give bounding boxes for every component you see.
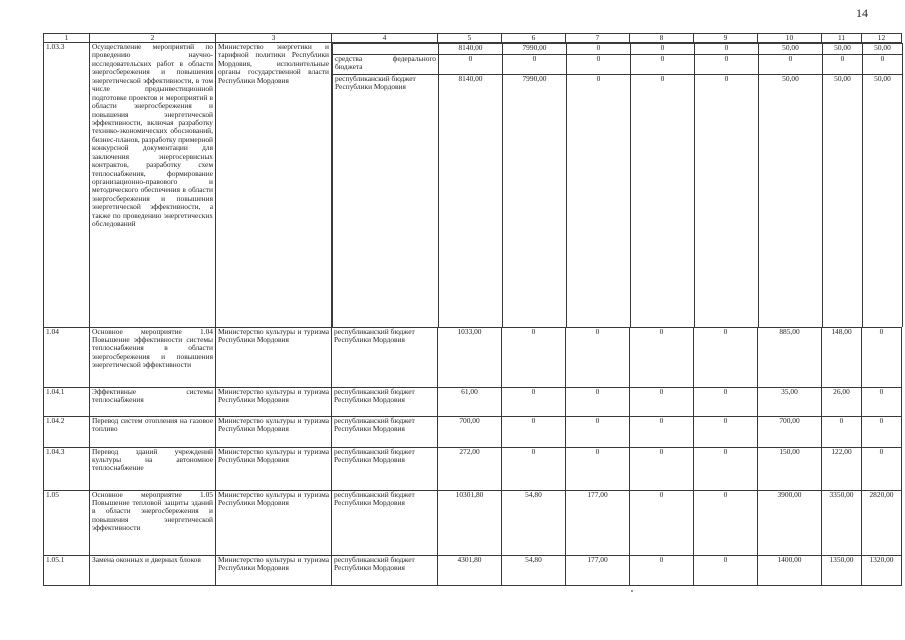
col-header: 1 (44, 34, 90, 43)
measure-name: Эффективные системы теплоснабжения (90, 387, 216, 416)
value-cell: 0 (863, 55, 903, 75)
value-cell: 0 (630, 490, 694, 555)
measure-name: Основное мероприятие 1.05 Повышение тепловой защиты зданий в области энергосбережения и повышения энергетической эффективности (90, 490, 216, 555)
value-cell: 0 (567, 44, 631, 55)
value-cell: 122,00 (822, 447, 862, 490)
col-header: 12 (862, 34, 902, 43)
col-header: 11 (822, 34, 862, 43)
value-cell: 0 (566, 416, 630, 447)
value-cell: 50,00 (759, 75, 823, 327)
funding-row (333, 55, 903, 75)
value-cell: 0 (631, 75, 695, 327)
value-cell: 0 (759, 55, 823, 75)
value-cell: 0 (630, 387, 694, 416)
funding-source: республиканский бюджет Республики Мордовия (332, 490, 438, 555)
page-number: 14 (856, 6, 868, 20)
value-cell: 2820,00 (862, 490, 902, 555)
value-cell: 0 (502, 416, 566, 447)
executor: Министерство культуры и туризма Республики Мордовия (216, 387, 332, 416)
table-row (44, 387, 902, 416)
value-cell: 8140,00 (439, 75, 503, 327)
value-cell: 10301,80 (438, 490, 502, 555)
budget-table (43, 33, 902, 586)
value-cell: 0 (567, 75, 631, 327)
value-cell: 0 (694, 327, 758, 387)
value-cell: 50,00 (863, 44, 903, 55)
value-cell: 7990,00 (503, 75, 567, 327)
col-header: 3 (216, 34, 332, 43)
col-header: 8 (630, 34, 694, 43)
value-cell: 0 (694, 555, 758, 585)
value-cell: 0 (630, 416, 694, 447)
value-cell: 0 (630, 327, 694, 387)
value-cell: 0 (695, 44, 759, 55)
col-header: 7 (566, 34, 630, 43)
row-number: 1.05 (44, 490, 90, 555)
value-cell: 0 (439, 55, 503, 75)
executor: Министерство культуры и туризма Республики Мордовия (216, 447, 332, 490)
measure-name: Осуществление мероприятий по проведению научно-исследовательских работ в области энергосбережения и повышения энергетической эффективности, в том числе предынвестиционной подготовке проектов и мероприятий в области энергосбережения и повышения энергетической эффективности, включая разработку технико-экономических обоснований, бизнес-планов, разработку примерной конкурсной документации для заключения энергосервисных контрактов, разработку схем теплоснабжения, формирование организационно-правового и методического обеспечения в области энергосбережения и повышения энергетической эффективности, а также по проведению энергетических обследований (90, 43, 216, 328)
table-row (44, 490, 902, 555)
value-cell: 0 (862, 416, 902, 447)
table-row (44, 416, 902, 447)
table-row (44, 43, 902, 328)
measure-name: Перевод зданий учреждений культуры на автономное теплоснабжение (90, 447, 216, 490)
executor: Министерство культуры и туризма Республики Мордовия (216, 327, 332, 387)
value-cell: 0 (502, 387, 566, 416)
value-cell: 0 (630, 555, 694, 585)
value-cell: 0 (862, 387, 902, 416)
value-cell: 1033,00 (438, 327, 502, 387)
value-cell: 50,00 (759, 44, 823, 55)
value-cell: 50,00 (823, 44, 863, 55)
row-number: 1.05.1 (44, 555, 90, 585)
value-cell: 0 (862, 447, 902, 490)
value-cell: 0 (502, 327, 566, 387)
value-cell: 54,80 (502, 490, 566, 555)
value-cell: 177,00 (566, 490, 630, 555)
value-cell: 0 (822, 416, 862, 447)
value-cell: 0 (694, 490, 758, 555)
value-cell: 1320,00 (862, 555, 902, 585)
row-number: 1.04 (44, 327, 90, 387)
executor: Министерство культуры и туризма Республики Мордовия (216, 416, 332, 447)
measure-name: Замена оконных и дверных блоков (90, 555, 216, 585)
funding-row (333, 75, 903, 327)
col-header: 6 (502, 34, 566, 43)
value-cell: 0 (694, 447, 758, 490)
row-number: 1.04.2 (44, 416, 90, 447)
value-cell: 35,00 (758, 387, 822, 416)
table-row (44, 327, 902, 387)
col-header: 5 (438, 34, 502, 43)
executor: Министерство энергетики и тарифной политики Республики Мордовия, исполнительные органы государственной власти Республики Мордовия (216, 43, 332, 328)
value-cell: 0 (631, 55, 695, 75)
funding-source: республиканский бюджет Республики Мордовия (332, 327, 438, 387)
value-cell: 50,00 (863, 75, 903, 327)
col-header: 10 (758, 34, 822, 43)
funding-source: республиканский бюджет Республики Мордовия (333, 75, 439, 327)
value-cell: 0 (566, 327, 630, 387)
executor: Министерство культуры и туризма Республики Мордовия (216, 490, 332, 555)
value-cell: 0 (695, 55, 759, 75)
value-cell: 1400,00 (758, 555, 822, 585)
value-cell: 1350,00 (822, 555, 862, 585)
funding-source: средства федерального бюджета (333, 55, 439, 75)
funding-source: республиканский бюджет Республики Мордовия (332, 416, 438, 447)
row-number: 1.04.3 (44, 447, 90, 490)
scan-speck (631, 590, 633, 592)
value-cell: 0 (502, 447, 566, 490)
value-cell: 8140,00 (439, 44, 503, 55)
value-cell: 0 (823, 55, 863, 75)
executor: Министерство культуры и туризма Республики Мордовия (216, 555, 332, 585)
value-cell: 177,00 (566, 555, 630, 585)
value-cell: 4301,80 (438, 555, 502, 585)
table-row (44, 447, 902, 490)
funding-subtable-cell (332, 43, 902, 328)
value-cell: 7990,00 (503, 44, 567, 55)
value-cell: 700,00 (438, 416, 502, 447)
value-cell: 150,00 (758, 447, 822, 490)
funding-source: республиканский бюджет Республики Мордовия (332, 555, 438, 585)
funding-row (333, 44, 903, 55)
col-header: 4 (332, 34, 438, 43)
value-cell: 272,00 (438, 447, 502, 490)
value-cell: 700,00 (758, 416, 822, 447)
value-cell: 26,00 (822, 387, 862, 416)
value-cell: 61,00 (438, 387, 502, 416)
col-header: 9 (694, 34, 758, 43)
value-cell: 3900,00 (758, 490, 822, 555)
row-number: 1.03.3 (44, 43, 90, 328)
measure-name: Основное мероприятие 1.04 Повышение эффективности системы теплоснабжения в области энергосбережения и повышения энергетической эффективности (90, 327, 216, 387)
value-cell: 0 (566, 387, 630, 416)
value-cell: 148,00 (822, 327, 862, 387)
value-cell: 0 (694, 416, 758, 447)
value-cell: 0 (631, 44, 695, 55)
value-cell: 50,00 (823, 75, 863, 327)
funding-subtable (332, 43, 903, 327)
value-cell: 0 (862, 327, 902, 387)
value-cell: 0 (567, 55, 631, 75)
row-number: 1.04.1 (44, 387, 90, 416)
value-cell: 0 (695, 75, 759, 327)
value-cell: 0 (503, 55, 567, 75)
measure-name: Перевод систем отопления на газовое топливо (90, 416, 216, 447)
value-cell: 54,80 (502, 555, 566, 585)
table-row (44, 555, 902, 585)
value-cell: 0 (694, 387, 758, 416)
value-cell: 885,00 (758, 327, 822, 387)
value-cell: 0 (566, 447, 630, 490)
funding-source (333, 44, 439, 55)
col-header: 2 (90, 34, 216, 43)
funding-source: республиканский бюджет Республики Мордовия (332, 447, 438, 490)
funding-source: республиканский бюджет Республики Мордовия (332, 387, 438, 416)
value-cell: 0 (630, 447, 694, 490)
value-cell: 3350,00 (822, 490, 862, 555)
